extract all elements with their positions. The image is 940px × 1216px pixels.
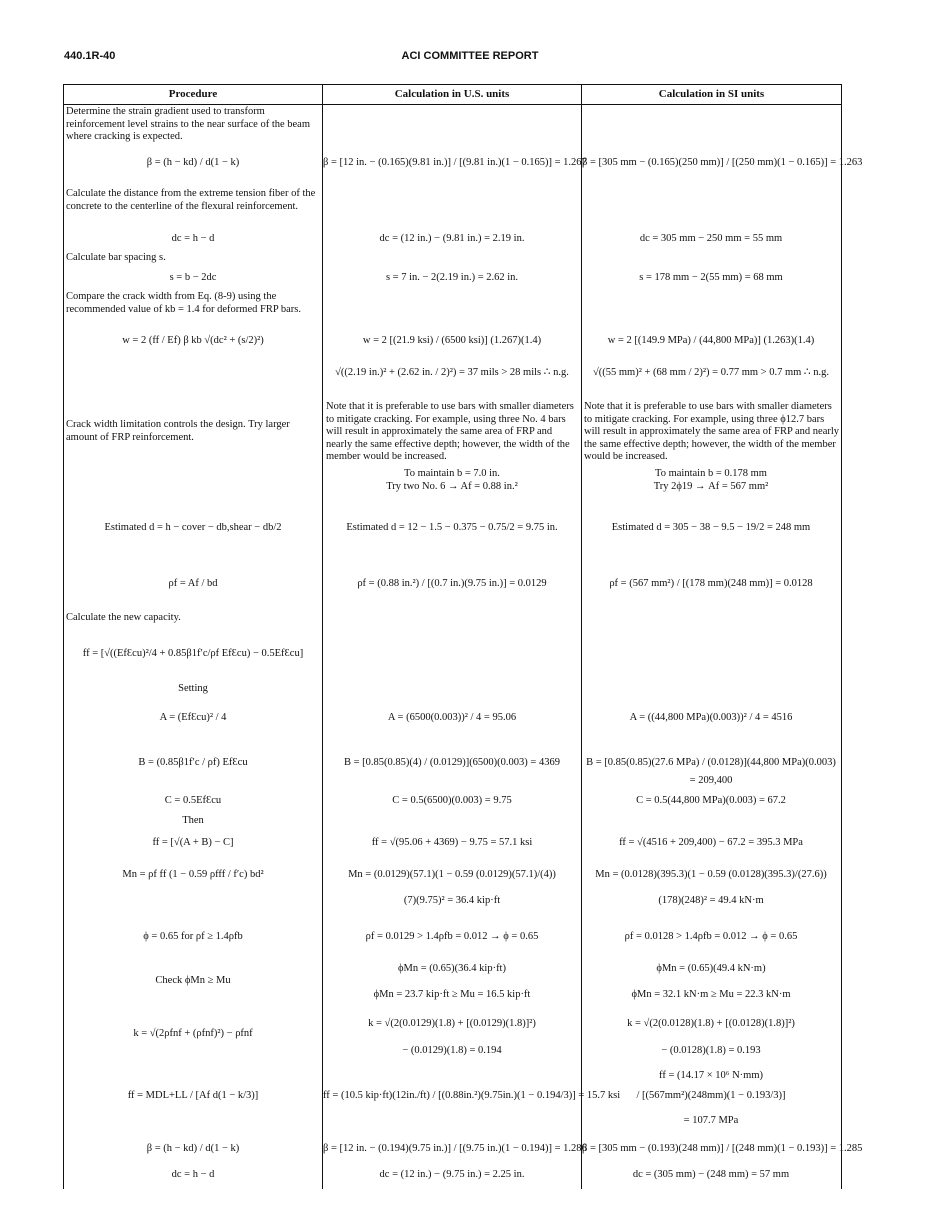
si-units-cell: To maintain b = 0.178 mm xyxy=(655,468,767,479)
calculation-table xyxy=(63,84,863,1189)
procedure-cell: Calculate the distance from the extreme tension fiber of the concrete to the centerline of the flexural reinforcement. xyxy=(66,188,316,212)
procedure-cell: Setting xyxy=(178,683,208,694)
us-units-cell: B = [0.85(0.85)(4) / (0.0129)](6500)(0.003) = 4369 xyxy=(344,757,560,768)
procedure-cell: dc = h − d xyxy=(171,233,215,244)
procedure-cell: Mn = ρf ff (1 − 0.59 ρfff / f′c) bd² xyxy=(122,869,264,880)
si-units-cell: dc = 305 mm − 250 mm = 55 mm xyxy=(639,233,783,244)
si-units-cell: ff = (14.17 × 10⁶ N·mm) xyxy=(659,1070,763,1081)
si-units-cell: Mn = (0.0128)(395.3)(1 − 0.59 (0.0128)(395.3)/(27.6)) xyxy=(595,869,827,880)
us-units-cell: Note that it is preferable to use bars with smaller diameters to mitigate cracking. For example, using three No. 4 bars will result in approximately the same area of FRP and nearly the same effective depth; however, the width of the member would be increased. xyxy=(326,401,574,462)
us-units-cell: dc = (12 in.) − (9.81 in.) = 2.19 in. xyxy=(379,233,525,244)
procedure-cell: Estimated d = h − cover − db,shear − db/2 xyxy=(104,522,282,533)
si-units-cell: k = √(2(0.0128)(1.8) + [(0.0128)(1.8)]²) xyxy=(627,1018,795,1029)
si-units-cell: ρf = 0.0128 > 1.4ρfb = 0.012 → ϕ = 0.65 xyxy=(624,931,798,942)
si-units-cell: B = [0.85(0.85)(27.6 MPa) / (0.0128)](44,800 MPa)(0.003) xyxy=(586,757,836,768)
page-id: 440.1R-40 xyxy=(64,50,116,62)
procedure-cell: Crack width limitation controls the design. Try larger amount of FRP reinforcement. xyxy=(66,419,290,443)
si-units-cell: ϕMn = 32.1 kN·m ≥ Mu = 22.3 kN·m xyxy=(631,989,791,1000)
si-units-cell: ϕMn = (0.65)(49.4 kN·m) xyxy=(656,963,766,974)
procedure-cell: ϕ = 0.65 for ρf ≥ 1.4ρfb xyxy=(143,931,243,942)
us-units-cell: β = [12 in. − (0.194)(9.75 in.)] / [(9.75 in.)(1 − 0.194)] = 1.286 xyxy=(323,1143,587,1154)
us-units-cell: − (0.0129)(1.8) = 0.194 xyxy=(402,1045,502,1056)
column-header-si-units: Calculation in SI units xyxy=(582,85,841,105)
us-units-cell: To maintain b = 7.0 in. xyxy=(404,468,500,479)
procedure-cell: Compare the crack width from Eq. (8-9) using the recommended value of kb = 1.4 for deformed FRP bars. xyxy=(66,291,302,315)
si-units-cell: Try 2ϕ19 → Af = 567 mm² xyxy=(653,481,769,492)
procedure-cell: s = b − 2dc xyxy=(169,272,217,283)
us-units-cell: s = 7 in. − 2(2.19 in.) = 2.62 in. xyxy=(385,272,519,283)
procedure-cell: A = (EfƐcu)² / 4 xyxy=(159,712,227,723)
procedure-cell: dc = h − d xyxy=(171,1169,215,1180)
procedure-cell: Calculate bar spacing s. xyxy=(66,252,166,263)
us-units-cell: ρf = 0.0129 > 1.4ρfb = 0.012 → ϕ = 0.65 xyxy=(365,931,539,942)
us-units-cell: ff = (10.5 kip·ft)(12in./ft) / [(0.88in.²)(9.75in.)(1 − 0.194/3)] = 15.7 ksi xyxy=(323,1090,621,1101)
us-units-cell: k = √(2(0.0129)(1.8) + [(0.0129)(1.8)]²) xyxy=(368,1018,536,1029)
us-units-cell: ϕMn = 23.7 kip·ft ≥ Mu = 16.5 kip·ft xyxy=(373,989,531,1000)
si-units-cell: = 107.7 MPa xyxy=(683,1115,739,1126)
procedure-cell: ff = [√(A + B) − C] xyxy=(152,837,234,848)
si-units-cell: = 209,400 xyxy=(689,775,733,786)
procedure-cell: C = 0.5EfƐcu xyxy=(164,795,222,806)
si-units-cell: ff = √(4516 + 209,400) − 67.2 = 395.3 MPa xyxy=(619,837,803,848)
procedure-cell: Determine the strain gradient used to transform reinforcement level strains to the near surface of the beam where cracking is expected. xyxy=(66,106,311,142)
us-units-cell: Try two No. 6 → Af = 0.88 in.² xyxy=(386,481,518,492)
procedure-cell: ρf = Af / bd xyxy=(168,578,218,589)
us-units-cell: dc = (12 in.) − (9.75 in.) = 2.25 in. xyxy=(379,1169,525,1180)
si-units-cell: − (0.0128)(1.8) = 0.193 xyxy=(661,1045,761,1056)
si-units-cell: dc = (305 mm) − (248 mm) = 57 mm xyxy=(632,1169,790,1180)
procedure-cell: B = (0.85β1f′c / ρf) EfƐcu xyxy=(138,757,248,768)
procedure-cell: β = (h − kd) / d(1 − k) xyxy=(146,157,240,168)
us-units-cell: (7)(9.75)² = 36.4 kip·ft xyxy=(403,895,501,906)
si-units-cell: w = 2 [(149.9 MPa) / (44,800 MPa)] (1.263)(1.4) xyxy=(607,335,815,346)
si-units-cell: ρf = (567 mm²) / [(178 mm)(248 mm)] = 0.0128 xyxy=(609,578,813,589)
us-units-cell: A = (6500(0.003))² / 4 = 95.06 xyxy=(387,712,517,723)
si-units-cell: Note that it is preferable to use bars with smaller diameters to mitigate cracking. For example, using three ϕ12.7 bars will result in approximately the same area of FRP and nearly the same effective depth; however, the width of the member would be increased. xyxy=(584,401,840,462)
us-units-cell: Estimated d = 12 − 1.5 − 0.375 − 0.75/2 = 9.75 in. xyxy=(346,522,558,533)
us-units-cell: ff = √(95.06 + 4369) − 9.75 = 57.1 ksi xyxy=(371,837,533,848)
si-units-cell: Estimated d = 305 − 38 − 9.5 − 19/2 = 248 mm xyxy=(611,522,811,533)
procedure-cell: Calculate the new capacity. xyxy=(66,612,181,623)
procedure-cell: ff = [√((EfƐcu)²/4 + 0.85β1f′c/ρf EfƐcu) − 0.5EfƐcu] xyxy=(82,648,304,659)
us-units-cell: ϕMn = (0.65)(36.4 kip·ft) xyxy=(398,963,506,974)
us-units-cell: √((2.19 in.)² + (2.62 in. / 2)²) = 37 mils > 28 mils ∴ n.g. xyxy=(335,367,569,378)
si-units-cell: / [(567mm²)(248mm)(1 − 0.193/3)] xyxy=(636,1090,786,1101)
si-units-cell: C = 0.5(44,800 MPa)(0.003) = 67.2 xyxy=(636,795,786,806)
si-units-cell: A = ((44,800 MPa)(0.003))² / 4 = 4516 xyxy=(629,712,793,723)
column-header-procedure: Procedure xyxy=(64,85,322,105)
procedure-cell: ff = MDL+LL / [Af d(1 − k/3)] xyxy=(127,1090,259,1101)
procedure-cell: Then xyxy=(182,815,204,826)
procedure-cell: k = √(2ρfnf + (ρfnf)²) − ρfnf xyxy=(133,1028,253,1039)
procedure-cell: Check ϕMn ≥ Mu xyxy=(155,975,231,986)
si-units-cell: s = 178 mm − 2(55 mm) = 68 mm xyxy=(639,272,783,283)
si-units-cell: (178)(248)² = 49.4 kN·m xyxy=(658,895,764,906)
column-header-us-units: Calculation in U.S. units xyxy=(323,85,581,105)
si-units-cell: β = [305 mm − (0.193)(248 mm)] / [(248 mm)(1 − 0.193)] = 1.285 xyxy=(582,1143,863,1154)
si-units-cell: √((55 mm)² + (68 mm / 2)²) = 0.77 mm > 0.7 mm ∴ n.g. xyxy=(593,367,829,378)
page-header-title: ACI COMMITTEE REPORT xyxy=(401,50,539,62)
us-units-cell: β = [12 in. − (0.165)(9.81 in.)] / [(9.81 in.)(1 − 0.165)] = 1.267 xyxy=(323,157,587,168)
si-units-cell: β = [305 mm − (0.165)(250 mm)] / [(250 mm)(1 − 0.165)] = 1.263 xyxy=(582,157,863,168)
us-units-cell: C = 0.5(6500)(0.003) = 9.75 xyxy=(392,795,512,806)
us-units-cell: ρf = (0.88 in.²) / [(0.7 in.)(9.75 in.)] = 0.0129 xyxy=(357,578,547,589)
procedure-cell: β = (h − kd) / d(1 − k) xyxy=(146,1143,240,1154)
us-units-cell: Mn = (0.0129)(57.1)(1 − 0.59 (0.0129)(57.1)/(4)) xyxy=(348,869,556,880)
us-units-cell: w = 2 [(21.9 ksi) / (6500 ksi)] (1.267)(1.4) xyxy=(362,335,542,346)
procedure-cell: w = 2 (ff / Ef) β kb √(dc² + (s/2)²) xyxy=(122,335,264,346)
